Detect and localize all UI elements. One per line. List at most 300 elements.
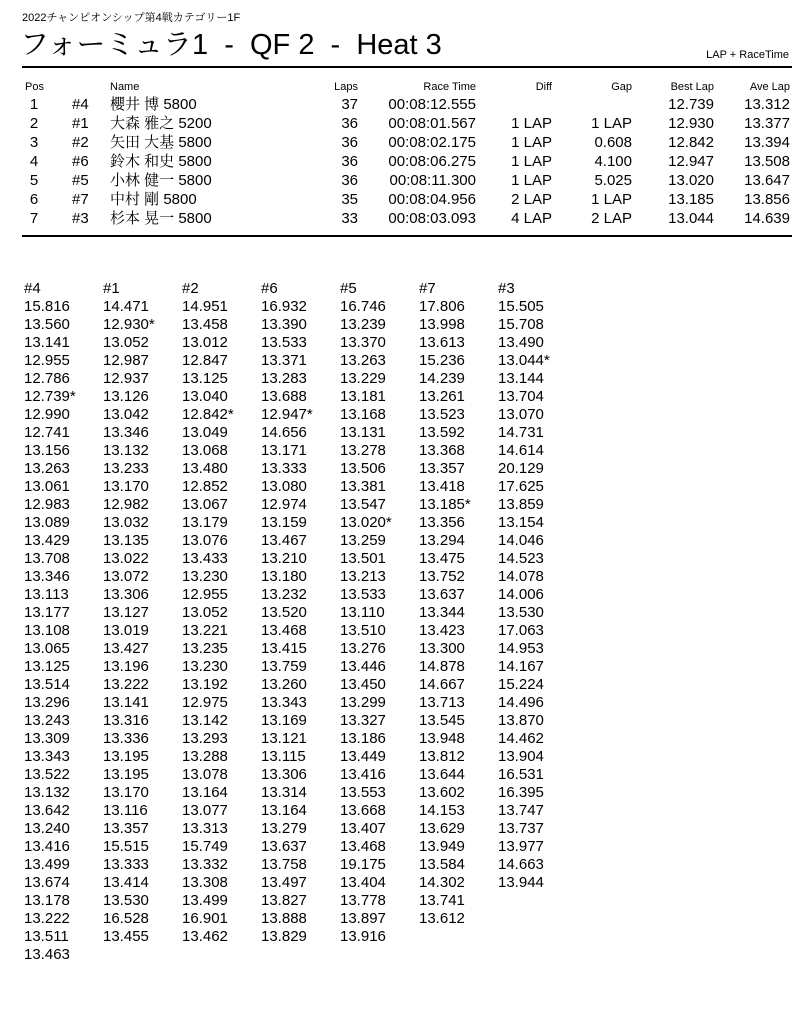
lap-time: 14.663: [498, 856, 544, 873]
lap-time: 14.614: [498, 442, 544, 459]
lap-time: 13.061: [24, 478, 70, 495]
lap-time: 15.224: [498, 676, 544, 693]
result-no: #6: [72, 153, 89, 170]
lap-time: 13.404: [340, 874, 386, 891]
lap-time: 12.786: [24, 370, 70, 387]
lap-time: 13.468: [261, 622, 307, 639]
result-pos: 5: [29, 172, 39, 189]
lap-time: 13.613: [419, 334, 465, 351]
lap-time: 13.144: [498, 370, 544, 387]
lap-time: 13.642: [24, 802, 70, 819]
result-best-lap: 12.930: [668, 115, 714, 132]
lap-time: 13.758: [261, 856, 307, 873]
lap-time: 13.078: [182, 766, 228, 783]
lap-time: 13.423: [419, 622, 465, 639]
lap-column: [419, 280, 498, 964]
lap-time: 13.089: [24, 514, 70, 531]
result-laps: 36: [341, 134, 358, 151]
lap-time: 13.125: [182, 370, 228, 387]
lap-time: 13.072: [103, 568, 149, 585]
lap-time: 13.181: [340, 388, 386, 405]
result-no: #3: [72, 210, 89, 227]
col-header-name: Name: [110, 81, 140, 93]
lap-time: 13.344: [419, 604, 465, 621]
lap-time: 12.852: [182, 478, 228, 495]
lap-time: 13.463: [24, 946, 70, 963]
result-best-lap: 12.842: [668, 134, 714, 151]
lap-time: 13.499: [182, 892, 228, 909]
lap-column: [182, 280, 261, 964]
lap-time: 13.070: [498, 406, 544, 423]
result-laps: 36: [341, 153, 358, 170]
lap-time: 16.932: [261, 298, 307, 315]
result-best-lap: 13.185: [668, 191, 714, 208]
lap-time: 13.916: [340, 928, 386, 945]
lap-time: 13.077: [182, 802, 228, 819]
result-pos: 1: [29, 96, 39, 113]
lap-time: 13.467: [261, 532, 307, 549]
results-divider: [22, 235, 792, 237]
lap-time: 15.515: [103, 838, 149, 855]
result-pos: 4: [29, 153, 39, 170]
lap-time: 13.296: [24, 694, 70, 711]
lap-time: 13.180: [261, 568, 307, 585]
lap-time: 14.462: [498, 730, 544, 747]
lap-column-car: #4: [24, 280, 41, 297]
lap-time: 13.530: [498, 604, 544, 621]
lap-time: 13.314: [261, 784, 307, 801]
lap-time: 13.688: [261, 388, 307, 405]
lap-column: [340, 280, 419, 964]
lap-time: 13.948: [419, 730, 465, 747]
result-diff: 1 LAP: [511, 115, 552, 132]
lap-time: 13.998: [419, 316, 465, 333]
lap-time: 13.859: [498, 496, 544, 513]
result-gap: 5.025: [594, 172, 632, 189]
lap-time: 13.370: [340, 334, 386, 351]
lap-column: [498, 280, 577, 964]
result-race-time: 00:08:02.175: [388, 134, 476, 151]
lap-time: 14.878: [419, 658, 465, 675]
lap-time: 13.080: [261, 478, 307, 495]
lap-time: 13.346: [24, 568, 70, 585]
lap-time: 13.126: [103, 388, 149, 405]
result-ave-lap: 13.856: [744, 191, 790, 208]
lap-time: 13.019: [103, 622, 149, 639]
lap-time: 13.042: [103, 406, 149, 423]
lap-time: 13.288: [182, 748, 228, 765]
lap-time: 13.142: [182, 712, 228, 729]
lap-time: 13.533: [340, 586, 386, 603]
lap-time: 13.068: [182, 442, 228, 459]
lap-time: 13.300: [419, 640, 465, 657]
lap-time: 14.078: [498, 568, 544, 585]
lap-time: 13.455: [103, 928, 149, 945]
lap-time: 14.667: [419, 676, 465, 693]
lap-time: 13.156: [24, 442, 70, 459]
result-race-time: 00:08:11.300: [389, 172, 476, 189]
lap-time: 13.977: [498, 838, 544, 855]
lap-time: 13.674: [24, 874, 70, 891]
lap-time: 13.121: [261, 730, 307, 747]
lap-time: 13.501: [340, 550, 386, 567]
lap-time: 13.357: [419, 460, 465, 477]
lap-time: 13.343: [24, 748, 70, 765]
lap-time: 13.213: [340, 568, 386, 585]
lap-time: 13.276: [340, 640, 386, 657]
lap-time: 14.951: [182, 298, 228, 315]
lap-time: 13.279: [261, 820, 307, 837]
lap-time: 19.175: [340, 856, 386, 873]
result-name: 櫻井 博 5800: [110, 96, 197, 113]
lap-time: 13.514: [24, 676, 70, 693]
lap-time: 13.343: [261, 694, 307, 711]
lap-time: 13.230: [182, 658, 228, 675]
lap-time: 13.612: [419, 910, 465, 927]
lap-time: 16.531: [498, 766, 544, 783]
lap-time: 13.221: [182, 622, 228, 639]
col-header-ave-lap: Ave Lap: [749, 81, 790, 93]
lap-time: 13.368: [419, 442, 465, 459]
result-row: [22, 190, 792, 209]
lap-time: 13.260: [261, 676, 307, 693]
lap-time: 13.475: [419, 550, 465, 567]
lap-time: 13.560: [24, 316, 70, 333]
lap-time: 17.806: [419, 298, 465, 315]
results-header-row: [22, 81, 792, 95]
lap-time: 13.044*: [498, 352, 550, 369]
lap-time: 13.132: [103, 442, 149, 459]
result-race-time: 00:08:12.555: [388, 96, 476, 113]
lap-time: 14.496: [498, 694, 544, 711]
lap-time: 12.937: [103, 370, 149, 387]
lap-time: 13.125: [24, 658, 70, 675]
lap-time: 14.471: [103, 298, 149, 315]
lap-time: 13.278: [340, 442, 386, 459]
lap-time: 14.167: [498, 658, 544, 675]
lap-time: 16.901: [182, 910, 228, 927]
lap-time: 13.584: [419, 856, 465, 873]
lap-time: 13.113: [24, 586, 69, 603]
lap-time: 13.553: [340, 784, 386, 801]
result-ave-lap: 14.639: [744, 210, 790, 227]
lap-time: 13.433: [182, 550, 228, 567]
lap-time: 13.230: [182, 568, 228, 585]
lap-time: 13.178: [24, 892, 70, 909]
lap-time: 13.313: [182, 820, 228, 837]
lap-time: 15.816: [24, 298, 70, 315]
report-type-label: LAP + RaceTime: [706, 49, 789, 61]
lap-time: 13.327: [340, 712, 386, 729]
lap-time: 13.196: [103, 658, 149, 675]
result-race-time: 00:08:04.956: [388, 191, 476, 208]
lap-time: 13.897: [340, 910, 386, 927]
results-body: [22, 95, 792, 228]
lap-time: 13.210: [261, 550, 307, 567]
lap-time: 14.953: [498, 640, 544, 657]
lap-time: 13.829: [261, 928, 307, 945]
result-pos: 2: [29, 115, 39, 132]
event-subtitle: 2022チャンピオンシップ第4戦カテゴリー1F: [22, 12, 241, 24]
result-diff: 1 LAP: [511, 134, 552, 151]
lap-time: 13.294: [419, 532, 465, 549]
result-name: 中村 剛 5800: [110, 191, 197, 208]
lap-time: 13.713: [419, 694, 465, 711]
lap-time: 13.067: [182, 496, 228, 513]
lap-time: 14.239: [419, 370, 465, 387]
lap-time: 13.171: [261, 442, 307, 459]
lap-time: 13.132: [24, 784, 70, 801]
lap-time: 13.547: [340, 496, 386, 513]
result-best-lap: 12.739: [668, 96, 714, 113]
lap-time: 13.778: [340, 892, 386, 909]
lap-time: 13.127: [103, 604, 149, 621]
lap-time: 13.141: [103, 694, 149, 711]
lap-time: 13.186: [340, 730, 386, 747]
lap-time: 13.293: [182, 730, 228, 747]
lap-time: 13.545: [419, 712, 465, 729]
lap-time: 13.708: [24, 550, 70, 567]
result-laps: 36: [341, 172, 358, 189]
lap-time: 13.040: [182, 388, 228, 405]
lap-time: 13.240: [24, 820, 70, 837]
page-title: フォーミュラ1 - QF 2 - Heat 3: [20, 29, 442, 61]
lap-time: 13.371: [261, 352, 307, 369]
lap-time: 13.185*: [419, 496, 471, 513]
lap-time: 13.222: [24, 910, 70, 927]
result-laps: 33: [341, 210, 358, 227]
lap-time: 13.511: [24, 928, 69, 945]
lap-time: 15.505: [498, 298, 544, 315]
lap-time: 13.164: [182, 784, 228, 801]
lap-time: 13.812: [419, 748, 465, 765]
lap-time: 13.449: [340, 748, 386, 765]
lap-time: 13.468: [340, 838, 386, 855]
lap-column-car: #7: [419, 280, 436, 297]
result-pos: 7: [29, 210, 39, 227]
lap-time: 13.346: [103, 424, 149, 441]
lap-time: 13.530: [103, 892, 149, 909]
lap-time: 13.049: [182, 424, 228, 441]
col-header-pos: Pos: [25, 81, 44, 93]
result-best-lap: 12.947: [668, 153, 714, 170]
lap-time: 13.076: [182, 532, 228, 549]
lap-time: 12.947*: [261, 406, 313, 423]
lap-time: 14.153: [419, 802, 465, 819]
lap-time: 12.955: [182, 586, 228, 603]
lap-time: 13.243: [24, 712, 70, 729]
result-name: 杉本 晃一 5800: [110, 210, 212, 227]
result-diff: 1 LAP: [511, 153, 552, 170]
result-race-time: 00:08:01.567: [388, 115, 476, 132]
lap-time: 13.170: [103, 478, 149, 495]
result-ave-lap: 13.377: [744, 115, 790, 132]
lap-time: 13.283: [261, 370, 307, 387]
lap-time: 14.046: [498, 532, 544, 549]
lap-time: 13.523: [419, 406, 465, 423]
lap-time: 13.446: [340, 658, 386, 675]
lap-time: 13.131: [340, 424, 386, 441]
result-ave-lap: 13.312: [744, 96, 790, 113]
lap-time: 13.333: [103, 856, 149, 873]
lap-time: 12.975: [182, 694, 228, 711]
lap-time: 13.065: [24, 640, 70, 657]
result-diff: 4 LAP: [511, 210, 552, 227]
lap-time: 12.842*: [182, 406, 234, 423]
lap-time: 13.429: [24, 532, 70, 549]
lap-time: 13.381: [340, 478, 386, 495]
lap-time: 13.233: [103, 460, 149, 477]
lap-time: 13.168: [340, 406, 386, 423]
result-gap: 4.100: [594, 153, 632, 170]
result-no: #1: [72, 115, 89, 132]
lap-time: 13.759: [261, 658, 307, 675]
lap-time: 13.480: [182, 460, 228, 477]
lap-time: 16.395: [498, 784, 544, 801]
lap-time: 13.263: [24, 460, 70, 477]
lap-time: 14.523: [498, 550, 544, 567]
result-race-time: 00:08:03.093: [388, 210, 476, 227]
lap-time: 13.309: [24, 730, 70, 747]
lap-time: 13.232: [261, 586, 307, 603]
lap-time: 13.415: [261, 640, 307, 657]
result-name: 鈴木 和史 5800: [110, 153, 212, 170]
lap-time: 12.987: [103, 352, 149, 369]
lap-time: 12.739*: [24, 388, 76, 405]
lap-time: 13.170: [103, 784, 149, 801]
lap-time: 12.974: [261, 496, 307, 513]
lap-time: 13.316: [103, 712, 149, 729]
lap-time: 14.656: [261, 424, 307, 441]
lap-time: 13.239: [340, 316, 386, 333]
lap-time: 13.235: [182, 640, 228, 657]
lap-time: 13.533: [261, 334, 307, 351]
lap-column: [24, 280, 103, 964]
lap-time: 13.752: [419, 568, 465, 585]
lap-times-grid: [24, 280, 577, 964]
lap-time: 14.302: [419, 874, 465, 891]
lap-time: 13.418: [419, 478, 465, 495]
lap-time: 13.462: [182, 928, 228, 945]
lap-time: 13.737: [498, 820, 544, 837]
lap-time: 12.990: [24, 406, 70, 423]
lap-time: 13.747: [498, 802, 544, 819]
lap-time: 13.159: [261, 514, 307, 531]
lap-time: 13.904: [498, 748, 544, 765]
lap-time: 13.169: [261, 712, 307, 729]
result-no: #4: [72, 96, 89, 113]
lap-time: 13.115: [261, 748, 306, 765]
lap-time: 13.407: [340, 820, 386, 837]
lap-time: 13.357: [103, 820, 149, 837]
lap-time: 13.261: [419, 388, 465, 405]
lap-time: 13.052: [182, 604, 228, 621]
lap-time: 13.108: [24, 622, 70, 639]
lap-time: 13.506: [340, 460, 386, 477]
results-table: [22, 81, 792, 228]
lap-time: 13.416: [340, 766, 386, 783]
lap-time: 12.955: [24, 352, 70, 369]
lap-time: 13.012: [182, 334, 228, 351]
result-ave-lap: 13.508: [744, 153, 790, 170]
lap-time: 13.416: [24, 838, 70, 855]
result-gap: 2 LAP: [591, 210, 632, 227]
lap-column: [103, 280, 182, 964]
lap-time: 13.336: [103, 730, 149, 747]
lap-time: 13.116: [103, 802, 148, 819]
col-header-race-time: Race Time: [423, 81, 476, 93]
lap-time: 13.949: [419, 838, 465, 855]
col-header-gap: Gap: [611, 81, 632, 93]
result-diff: 2 LAP: [511, 191, 552, 208]
lap-time: 15.749: [182, 838, 228, 855]
lap-time: 13.195: [103, 748, 149, 765]
lap-time: 13.141: [24, 334, 70, 351]
lap-time: 13.490: [498, 334, 544, 351]
lap-time: 14.731: [498, 424, 544, 441]
result-laps: 37: [341, 96, 358, 113]
result-row: [22, 209, 792, 228]
lap-time: 13.177: [24, 604, 70, 621]
lap-time: 13.154: [498, 514, 544, 531]
lap-time: 13.458: [182, 316, 228, 333]
result-row: [22, 171, 792, 190]
lap-time: 12.982: [103, 496, 149, 513]
lap-time: 13.637: [419, 586, 465, 603]
lap-column-car: #1: [103, 280, 120, 297]
lap-time: 13.520: [261, 604, 307, 621]
result-pos: 3: [29, 134, 39, 151]
result-no: #5: [72, 172, 89, 189]
lap-time: 13.333: [261, 460, 307, 477]
result-gap: 1 LAP: [591, 191, 632, 208]
lap-time: 13.263: [340, 352, 386, 369]
lap-time: 13.510: [340, 622, 386, 639]
result-row: [22, 152, 792, 171]
lap-time: 13.637: [261, 838, 307, 855]
header-divider: [22, 66, 792, 68]
lap-time: 13.299: [340, 694, 386, 711]
lap-time: 17.625: [498, 478, 544, 495]
col-header-best-lap: Best Lap: [670, 81, 714, 93]
lap-time: 13.522: [24, 766, 70, 783]
result-pos: 6: [29, 191, 39, 208]
lap-time: 13.195: [103, 766, 149, 783]
lap-time: 15.236: [419, 352, 465, 369]
lap-time: 13.306: [103, 586, 149, 603]
result-no: #2: [72, 134, 89, 151]
lap-time: 13.308: [182, 874, 228, 891]
lap-time: 13.704: [498, 388, 544, 405]
lap-time: 13.306: [261, 766, 307, 783]
lap-time: 12.741: [24, 424, 70, 441]
result-laps: 36: [341, 115, 358, 132]
lap-time: 13.179: [182, 514, 228, 531]
col-header-laps: Laps: [334, 81, 358, 93]
lap-time: 13.414: [103, 874, 149, 891]
lap-time: 13.944: [498, 874, 544, 891]
lap-time: 13.450: [340, 676, 386, 693]
result-ave-lap: 13.394: [744, 134, 790, 151]
lap-time: 12.983: [24, 496, 70, 513]
lap-time: 12.847: [182, 352, 228, 369]
lap-column-car: #2: [182, 280, 199, 297]
result-row: [22, 95, 792, 114]
result-best-lap: 13.020: [668, 172, 714, 189]
lap-time: 13.427: [103, 640, 149, 657]
lap-time: 13.229: [340, 370, 386, 387]
lap-time: 13.110: [340, 604, 385, 621]
